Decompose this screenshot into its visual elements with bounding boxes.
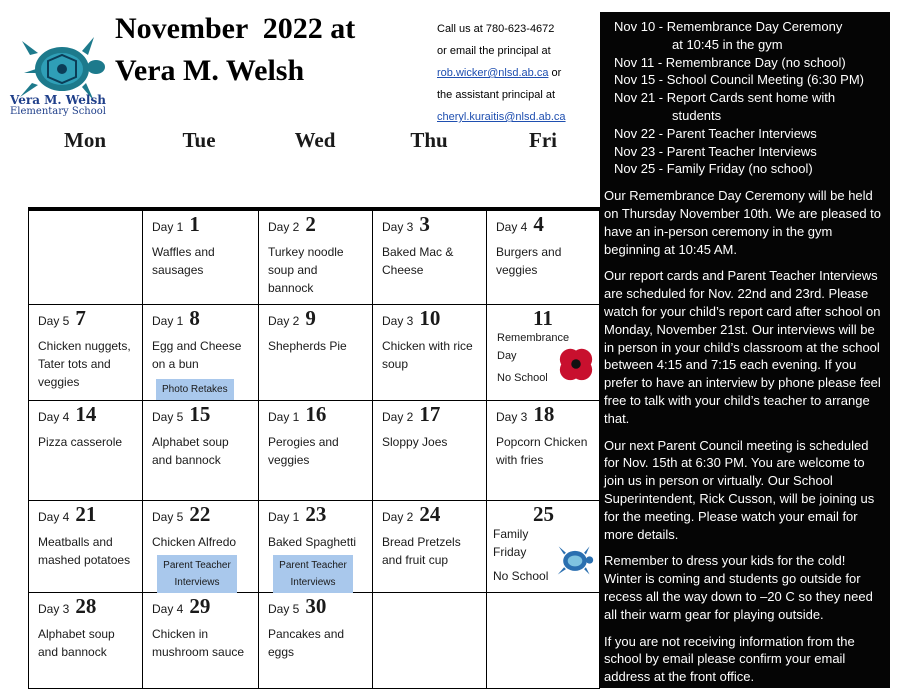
calendar-day-10 [373, 305, 487, 401]
calendar-day-3 [373, 211, 487, 305]
logo-name-text: Vera M. Welsh [10, 93, 106, 107]
weekday-thu: Thu [410, 128, 448, 152]
date-number: 7 [75, 306, 86, 330]
rotation-day-label: Day 4 [38, 410, 70, 424]
calendar-day-11 [487, 305, 600, 401]
calendar-day-16 [259, 401, 373, 501]
calendar-day-29 [143, 593, 259, 689]
announcement-paragraph: Our next Parent Council meeting is scheduled for Nov. 15th at 6:30 PM. You are welcome to join us in person or virtually. Our School Superintendent, Rick Cusson, will be joining us for the meeting. Please watch your email for more details. [604, 437, 875, 542]
event-text: School Council Meeting (6:30 PM) [666, 72, 865, 88]
day-header [152, 402, 252, 433]
rotation-day-label: Day 2 [268, 220, 300, 234]
calendar-day-23 [259, 501, 373, 593]
event-item [604, 54, 882, 72]
announcement-paragraph: Remember to dress your kids for the cold! Winter is coming and students go outside for recess all the way down to –20 C so they need all their warm gear for playing outside. [604, 553, 873, 622]
date-number: 29 [189, 594, 211, 618]
date-number: 17 [419, 402, 441, 426]
event-text: Parent Teacher Interviews [666, 125, 817, 141]
lunch-menu-item: Bread Pretzels and fruit cup [382, 535, 461, 567]
calendar-day-21 [29, 501, 143, 593]
date-number: 28 [75, 594, 97, 618]
day-header [382, 306, 480, 337]
calendar-day-22 [143, 501, 259, 593]
lunch-menu-item: Egg and Cheese on a bun [152, 339, 242, 371]
contact-email-intro: or email the principal at [437, 45, 551, 57]
event-text: Parent Teacher Interviews [666, 143, 817, 159]
calendar-day-9 [259, 305, 373, 401]
event-text: Family Friday (no school) [666, 161, 813, 177]
rotation-day-label: Day 1 [152, 220, 184, 234]
event-date: Nov 11 - [614, 54, 666, 70]
date-number: 22 [189, 502, 211, 526]
logo-school-name [8, 94, 108, 117]
holiday-label: Remembrance [497, 332, 570, 344]
day-header [152, 594, 252, 625]
lunch-menu-item: Chicken in mushroom sauce [152, 627, 245, 659]
date-number: 3 [419, 212, 430, 236]
contact-or: or [548, 67, 562, 79]
rotation-day-label: Day 5 [152, 410, 184, 424]
lunch-menu-item: Alphabet soup and bannock [152, 435, 229, 467]
title-line-2: Vera M. Welsh [115, 54, 305, 87]
day-header [268, 502, 366, 533]
calendar-day-18 [487, 401, 600, 501]
day-header [382, 502, 480, 533]
event-text: Remembrance Day (no school) [665, 54, 846, 70]
holiday-label: Day [497, 350, 517, 362]
rotation-day-label: Day 2 [268, 314, 300, 328]
lunch-menu-item: Turkey noodle soup and bannock [268, 245, 344, 295]
event-badge: Parent Teacher Interviews [157, 555, 237, 593]
date-number: 9 [305, 306, 316, 330]
rotation-day-label: Day 5 [152, 510, 184, 524]
weekday-tue: Tue [182, 128, 216, 152]
lunch-menu-item: Baked Spaghetti [268, 535, 357, 549]
day-header [496, 402, 593, 433]
announcement-paragraph: Our report cards and Parent Teacher Interviews are scheduled for Nov. 22nd and 23rd. Please watch for your child’s report card after school on Monday, November 21st. Our interviews will be in person in your child’s classroom at the school between 4:15 and 7:15 each evening. If you prefer to have an interview by phone please feel free to talk with your child’s teacher to arrange that. [604, 268, 881, 426]
lunch-menu-item: Alphabet soup and bannock [38, 627, 115, 659]
holiday-label: Family [493, 527, 529, 541]
event-date: Nov 21 - [614, 90, 667, 106]
rotation-day-label: Day 3 [38, 602, 70, 616]
event-item [604, 160, 882, 178]
lunch-menu-item: Sloppy Joes [382, 435, 448, 449]
lunch-menu-item: Chicken nuggets, Tater tots and veggies [38, 339, 131, 389]
date-number: 21 [75, 502, 97, 526]
lunch-menu-item: Perogies and veggies [268, 435, 339, 467]
date-number: 4 [533, 212, 544, 236]
event-badge: Photo Retakes [156, 379, 234, 400]
rotation-day-label: Day 2 [382, 410, 414, 424]
calendar-day-15 [143, 401, 259, 501]
event-text-continued: students [672, 107, 722, 123]
no-school-label: No School [493, 569, 549, 583]
rotation-day-label: Day 4 [152, 602, 184, 616]
lunch-menu-item: Pizza casserole [38, 435, 123, 449]
info-sidebar [600, 12, 890, 688]
weekday-wed: Wed [294, 128, 336, 152]
calendar-day-7 [29, 305, 143, 401]
calendar-day-1 [143, 211, 259, 305]
event-text: Report Cards sent home with [666, 90, 836, 106]
lunch-menu-item: Burgers and veggies [496, 245, 562, 277]
lunch-menu-item: Chicken with rice soup [382, 339, 473, 371]
event-item [604, 71, 882, 89]
event-item [604, 125, 882, 143]
assistant-email-link[interactable]: cheryl.kuraitis@nlsd.ab.ca [437, 111, 566, 123]
rotation-day-label: Day 4 [38, 510, 70, 524]
rotation-day-label: Day 5 [268, 602, 300, 616]
event-item [604, 89, 882, 107]
event-item [604, 143, 882, 161]
event-date: Nov 22 - [614, 125, 667, 141]
calendar-grid [28, 207, 600, 689]
day-header [152, 212, 252, 243]
rotation-day-label: Day 2 [382, 510, 414, 524]
day-header [268, 306, 366, 337]
weekday-fri: Fri [529, 128, 557, 152]
day-header [38, 594, 136, 625]
event-list [604, 18, 882, 178]
lunch-menu-item: Meatballs and mashed potatoes [38, 535, 131, 567]
announcement-paragraph: Our Remembrance Day Ceremony will be held on Thursday November 10th. We are pleased to have an in-person ceremony in the gym beginning at 10:45 AM. [604, 188, 882, 257]
date-number: 24 [419, 502, 441, 526]
event-date: Nov 15 - [614, 72, 667, 88]
rotation-day-label: Day 1 [268, 510, 300, 524]
calendar-day-14 [29, 401, 143, 501]
day-header [268, 212, 366, 243]
calendar-day-24 [373, 501, 487, 593]
rotation-day-label: Day 5 [38, 314, 70, 328]
lunch-menu-item: Popcorn Chicken with fries [496, 435, 588, 467]
event-text-continued: at 10:45 in the gym [672, 36, 783, 52]
lunch-menu-item: Pancakes and eggs [268, 627, 345, 659]
event-badge: Parent Teacher Interviews [273, 555, 353, 593]
announcement-paragraph: If you are not receiving information from the school by email please confirm your email address at the front office. [604, 633, 855, 685]
lunch-menu-item: Baked Mac & Cheese [382, 245, 454, 277]
date-number: 30 [305, 594, 327, 618]
lunch-menu-item: Chicken Alfredo [152, 535, 237, 549]
rotation-day-label: Day 4 [496, 220, 528, 234]
calendar-empty-cell [29, 211, 143, 305]
contact-assistant-intro: the assistant principal at [437, 89, 556, 101]
date-number: 10 [419, 306, 441, 330]
date-number: 23 [305, 502, 327, 526]
event-date: Nov 10 - [614, 19, 667, 34]
calendar-day-25 [487, 501, 600, 593]
calendar-empty-cell [487, 593, 600, 689]
contact-phone: Call us at 780-623-4672 [437, 23, 555, 35]
calendar-day-17 [373, 401, 487, 501]
calendar-day-8 [143, 305, 259, 401]
calendar-day-4 [487, 211, 600, 305]
date-number: 8 [189, 306, 200, 330]
day-header [38, 306, 136, 337]
rotation-day-label: Day 3 [496, 410, 528, 424]
calendar-day-30 [259, 593, 373, 689]
day-header [152, 306, 252, 337]
lunch-menu-item: Shepherds Pie [268, 339, 347, 353]
event-text: Remembrance Day Ceremony [666, 19, 843, 34]
date-number: 18 [533, 402, 555, 426]
event-date: Nov 25 - [614, 161, 667, 177]
title-line-1: November 2022 at [115, 12, 356, 45]
day-header [38, 402, 136, 433]
no-school-label: No School [497, 372, 548, 384]
weekday-header [28, 128, 600, 156]
rotation-day-label: Day 1 [268, 410, 300, 424]
turtle-icon [555, 541, 595, 579]
weekday-mon: Mon [64, 128, 106, 152]
day-header [268, 594, 366, 625]
day-header [38, 502, 136, 533]
contact-info [437, 18, 566, 128]
day-header [152, 502, 252, 533]
rotation-day-label: Day 3 [382, 220, 414, 234]
date-number: 11 [533, 306, 553, 330]
date-number: 25 [533, 502, 554, 526]
day-header [382, 212, 480, 243]
principal-email-link[interactable]: rob.wicker@nlsd.ab.ca [437, 67, 549, 79]
day-header [382, 402, 480, 433]
date-number: 16 [305, 402, 327, 426]
event-item [604, 18, 882, 36]
date-number: 1 [189, 212, 200, 236]
calendar-empty-cell [373, 593, 487, 689]
calendar-day-28 [29, 593, 143, 689]
page-title [115, 8, 355, 92]
poppy-icon [557, 345, 595, 383]
lunch-menu-item: Waffles and sausages [152, 245, 215, 277]
announcements [604, 187, 882, 686]
rotation-day-label: Day 3 [382, 314, 414, 328]
date-number: 2 [305, 212, 316, 236]
day-header [268, 402, 366, 433]
logo-subtitle-text: Elementary School [10, 105, 106, 117]
rotation-day-label: Day 1 [152, 314, 184, 328]
date-number: 14 [75, 402, 97, 426]
calendar-day-2 [259, 211, 373, 305]
date-number: 15 [189, 402, 211, 426]
day-header [496, 212, 593, 243]
event-date: Nov 23 - [614, 143, 667, 159]
holiday-label: Friday [493, 545, 527, 559]
